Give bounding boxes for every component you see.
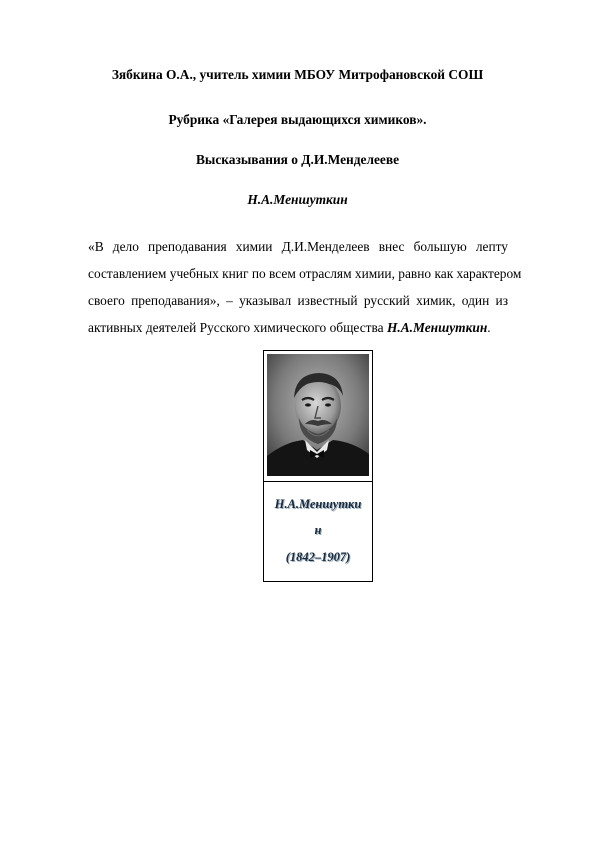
- portrait-caption-line-1: Н.А.Меншутки: [274, 497, 362, 511]
- topic-line: Высказывания о Д.И.Менделееве: [195, 152, 400, 167]
- author-line: Зябкина О.А., учитель химии МБОУ Митрофановской СОШ: [111, 67, 484, 82]
- paragraph-line-4: [88, 314, 508, 341]
- paragraph-line-1: «В дело преподавания химии Д.И.Менделеев внес большую лепту: [88, 239, 508, 254]
- portrait-photo: [267, 354, 369, 476]
- paragraph-line-4-text: активных деятелей Русского химического общества: [88, 320, 387, 335]
- paragraph-emphasis-name: Н.А.Меншуткин: [386, 320, 488, 335]
- paragraph-line-2: составлением учебных книг по всем отраслям химии, равно как характером: [88, 266, 522, 281]
- portrait-caption-line-2: н: [314, 523, 322, 537]
- portrait-caption-years: (1842–1907): [285, 550, 351, 564]
- paragraph-line-4-end: .: [487, 320, 491, 335]
- portrait-divider: [264, 481, 372, 482]
- paragraph-line-3: своего преподавания», – указывал известный русский химик, один из: [88, 293, 508, 308]
- rubric-line: Рубрика «Галерея выдающихся химиков».: [168, 112, 427, 127]
- person-name-heading: Н.А.Меншуткин: [247, 192, 348, 207]
- portrait-frame: [263, 350, 373, 582]
- quote-paragraph: [88, 233, 522, 341]
